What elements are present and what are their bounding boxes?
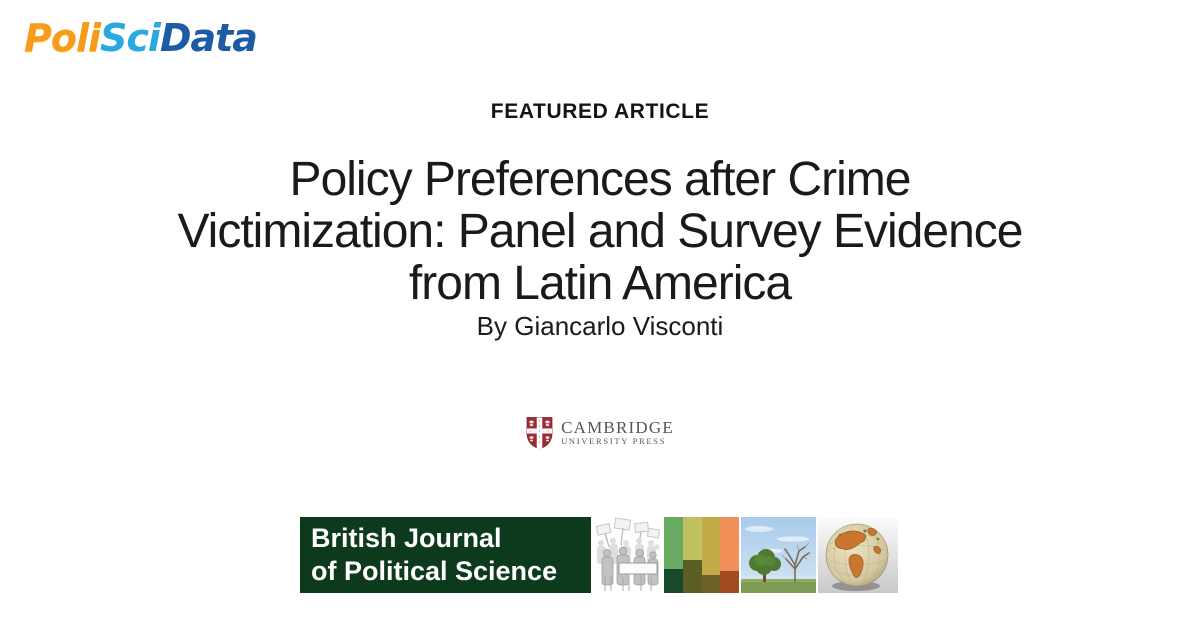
- colored-bars-panel: [664, 517, 739, 593]
- logo-part-poli: Poli: [24, 16, 101, 60]
- trees-scene: [741, 517, 816, 593]
- publisher-text: [561, 416, 674, 447]
- antique-globe-photo: [818, 517, 898, 593]
- color-bar-4: [720, 517, 739, 593]
- publisher-subtitle: UNIVERSITY PRESS: [561, 436, 667, 446]
- article-title: [0, 154, 1200, 310]
- color-bar-2: [683, 517, 702, 593]
- featured-article-kicker: FEATURED ARTICLE: [490, 100, 710, 123]
- journal-title-block: [300, 517, 591, 593]
- journal-banner: [300, 517, 900, 593]
- protest-crowd-illustration: [593, 517, 662, 593]
- article-title-line1: Policy Preferences after Crime: [289, 153, 911, 206]
- article-title-line2: Victimization: Panel and Survey Evidence: [177, 205, 1023, 258]
- color-bar-1: [664, 517, 683, 593]
- journal-title-line1: British Journal: [311, 523, 502, 553]
- globe-graphic: [818, 517, 898, 593]
- cambridge-shield-icon: [526, 416, 553, 451]
- logo-part-data: Data: [159, 16, 257, 60]
- logo-part-sci: Sci: [100, 16, 160, 60]
- publisher-name: CAMBRIDGE: [561, 418, 674, 437]
- protest-crowd-drawing: [593, 517, 662, 593]
- author-byline: By Giancarlo Visconti: [476, 311, 724, 341]
- color-bar-3: [702, 517, 721, 593]
- trees-photo: [741, 517, 816, 593]
- cambridge-university-press-logo: [0, 416, 1200, 451]
- poliscidata-logo: [24, 16, 257, 60]
- article-title-line3: from Latin America: [408, 257, 792, 310]
- journal-title-line2: of Political Science: [311, 556, 558, 586]
